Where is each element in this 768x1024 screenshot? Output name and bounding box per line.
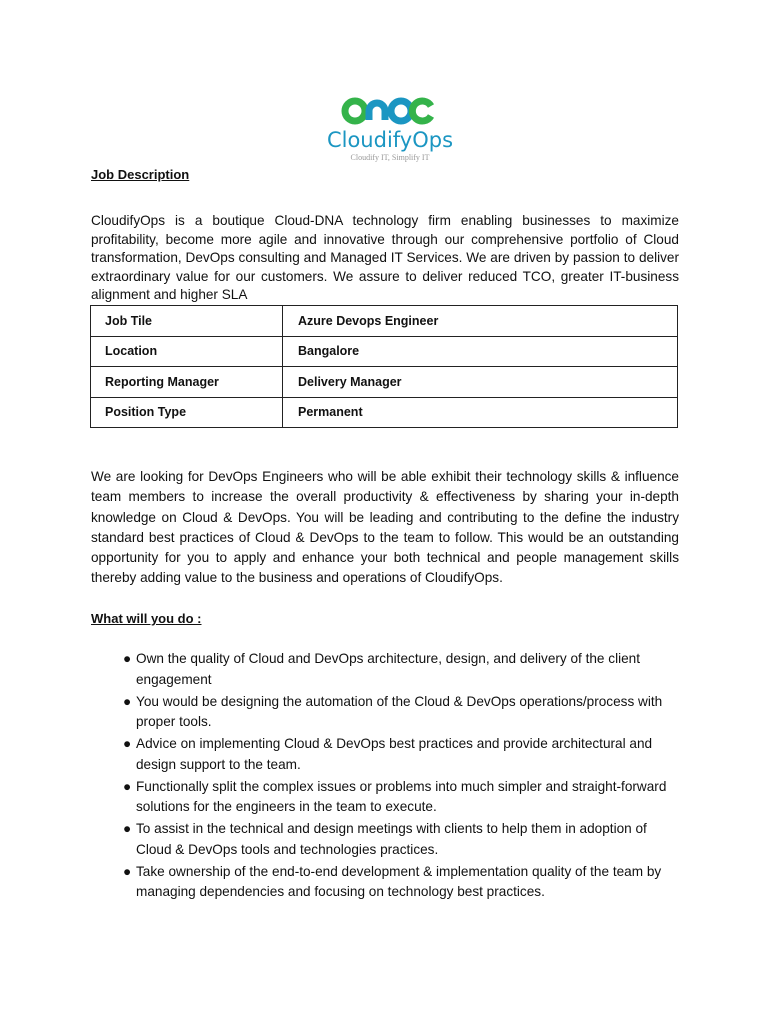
table-row [91, 306, 678, 337]
table-value-cell: Azure Devops Engineer [283, 306, 678, 337]
cloudifyops-logo-mark-icon [341, 96, 439, 126]
list-item [114, 649, 674, 690]
table-row [91, 397, 678, 428]
job-details-table [90, 305, 678, 428]
list-item [114, 777, 674, 818]
bullet-icon: ● [123, 651, 132, 666]
list-item [114, 734, 674, 775]
table-value-cell: Delivery Manager [283, 367, 678, 398]
list-item-text: Take ownership of the end-to-end development & implementation quality of the team by managing dependencies and focusing on technology best practices. [136, 863, 662, 899]
list-item [114, 819, 674, 860]
table-row [91, 367, 678, 398]
intro-paragraph: CloudifyOps is a boutique Cloud-DNA technology firm enabling businesses to maximize profitability, become more agile and innovative through our comprehensive portfolio of Cloud transformation, DevOps consulting and Managed IT Services. We are driven by passion to deliver extraordinary value for our customers. We assure to deliver reduced TCO, greater IT-business alignment and higher SLA [91, 213, 679, 302]
job-description-heading: Job Description [91, 167, 190, 182]
list-item-text: Advice on implementing Cloud & DevOps best practices and provide architectural and design support to the team. [136, 736, 653, 772]
bullet-icon: ● [123, 736, 132, 751]
company-logo [320, 96, 460, 170]
list-item-text: Functionally split the complex issues or problems into much simpler and straight-forward solutions for the engineers in the team to execute. [136, 778, 667, 814]
table-label-cell: Job Tile [91, 306, 283, 337]
list-item-text: To assist in the technical and design meetings with clients to help them in adoption of Cloud & DevOps tools and technologies practices. [136, 821, 647, 857]
list-item-text: Own the quality of Cloud and DevOps architecture, design, and delivery of the client engagement [136, 651, 641, 687]
list-item [114, 692, 674, 733]
table-label-cell: Location [91, 336, 283, 367]
logo-tagline: Cloudify IT, Simplify IT [350, 153, 430, 162]
table-label-cell: Reporting Manager [91, 367, 283, 398]
table-label-cell: Position Type [91, 397, 283, 428]
table-value-cell: Bangalore [283, 336, 678, 367]
list-item [114, 862, 674, 903]
logo-name: CloudifyOps [326, 128, 454, 152]
list-item-text: You would be designing the automation of the Cloud & DevOps operations/process with proper tools. [136, 693, 663, 729]
bullet-icon: ● [123, 778, 132, 794]
bullet-icon: ● [123, 863, 132, 879]
what-will-you-do-heading: What will you do : [91, 611, 202, 626]
table-row [91, 336, 678, 367]
bullet-icon: ● [123, 821, 132, 836]
table-value-cell: Permanent [283, 397, 678, 428]
bullet-icon: ● [123, 693, 132, 709]
looking-for-paragraph: We are looking for DevOps Engineers who will be able exhibit their technology skills & influence team members to increase the overall productivity & effectiveness by sharing your in-depth knowledge on Cloud & DevOps. You will be leading and contributing to the define the industry standard best practices of Cloud & DevOps to the team to follow. This would be an outstanding opportunity for you to apply and enhance your both technical and people management skills thereby adding value to the business and operations of CloudifyOps. [91, 469, 679, 586]
responsibilities-list [114, 649, 674, 904]
